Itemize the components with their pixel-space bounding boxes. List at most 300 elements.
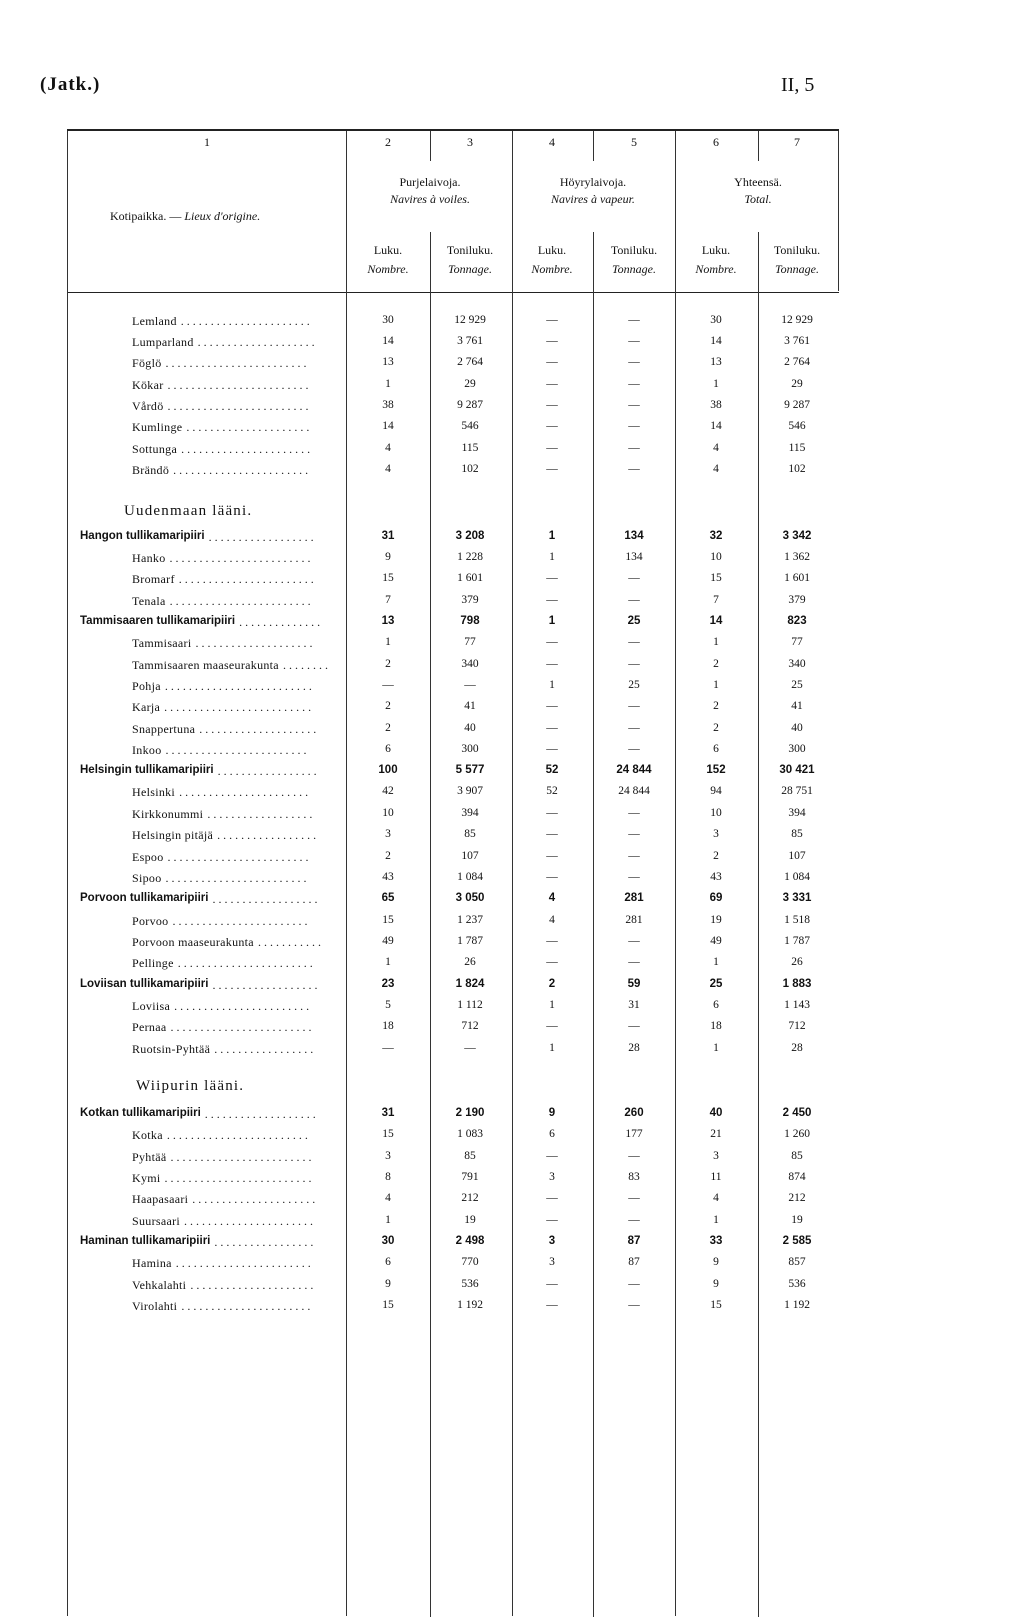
cell-value: 9 xyxy=(713,1256,719,1268)
row-name: Kymi xyxy=(132,1171,161,1185)
cell-value: 41 xyxy=(464,700,476,712)
leader-dots: .................. xyxy=(208,530,317,544)
leader-dots: ........................ xyxy=(167,378,312,392)
row-name: Kotkan tullikamaripiiri xyxy=(80,1107,201,1119)
cell-value: 87 xyxy=(627,1235,641,1247)
cell-value: 770 xyxy=(461,1256,479,1268)
column-number: 1 xyxy=(204,135,210,149)
leader-dots: ................... xyxy=(204,1107,319,1121)
group-header-steam: Höyrylaivoja. xyxy=(559,175,627,189)
cell-value: 1 xyxy=(385,378,391,390)
leader-dots: ....................... xyxy=(174,999,313,1013)
cell-value: 3 761 xyxy=(457,335,483,347)
cell-value: — xyxy=(546,399,558,411)
row-name: Vårdö xyxy=(132,399,164,413)
cell-value: 25 xyxy=(627,615,641,627)
cell-value: 1 601 xyxy=(784,572,810,584)
row-name: Pernaa xyxy=(132,1020,167,1034)
cell-value: 546 xyxy=(461,420,479,432)
subheader-nombre: Nombre. xyxy=(367,262,409,276)
cell-value: 30 xyxy=(710,314,722,326)
cell-value: — xyxy=(546,594,558,606)
cell-value: 9 287 xyxy=(457,399,483,411)
col-divider xyxy=(675,131,676,1616)
row-name: Inkoo xyxy=(132,743,162,757)
cell-value: 6 xyxy=(385,743,391,755)
cell-value: 8 xyxy=(385,1171,391,1183)
leader-dots: ...................... xyxy=(179,785,312,799)
cell-value: 874 xyxy=(788,1171,806,1183)
cell-value: 28 xyxy=(791,1042,803,1054)
cell-value: 40 xyxy=(709,1107,723,1119)
cell-value: 394 xyxy=(788,807,806,819)
leader-dots: .................. xyxy=(212,892,321,906)
cell-value: — xyxy=(628,828,640,840)
cell-value: 260 xyxy=(624,1107,644,1119)
cell-value: 107 xyxy=(788,850,806,862)
cell-value: 100 xyxy=(378,764,398,776)
cell-value: 14 xyxy=(709,615,723,627)
cell-value: — xyxy=(628,1150,640,1162)
cell-value: 340 xyxy=(461,658,479,670)
col-divider xyxy=(512,131,513,1616)
cell-value: 4 xyxy=(713,463,719,475)
leader-dots: ....................... xyxy=(177,956,316,970)
cell-value: 1 787 xyxy=(457,935,483,947)
row-name: Loviisa xyxy=(132,999,171,1013)
cell-value: 2 xyxy=(713,850,719,862)
cell-value: — xyxy=(546,1299,558,1311)
cell-value: 25 xyxy=(628,679,640,691)
cell-value: 15 xyxy=(382,1299,394,1311)
page-header-right: II, 5 xyxy=(781,74,815,96)
cell-value: 1 237 xyxy=(457,914,483,926)
cell-value: 6 xyxy=(713,743,719,755)
cell-value: 798 xyxy=(460,615,480,627)
cell-value: 4 xyxy=(713,1192,719,1204)
cell-value: — xyxy=(464,1042,476,1054)
cell-value: 21 xyxy=(710,1128,722,1140)
cell-value: — xyxy=(628,1299,640,1311)
cell-value: 14 xyxy=(710,335,722,347)
cell-value: 25 xyxy=(791,679,803,691)
cell-value: 26 xyxy=(791,956,803,968)
cell-value: 9 xyxy=(713,1278,719,1290)
cell-value: 18 xyxy=(382,1020,394,1032)
cell-value: — xyxy=(546,314,558,326)
leader-dots: .................... xyxy=(197,335,318,349)
cell-value: 85 xyxy=(464,828,476,840)
cell-value: 19 xyxy=(791,1214,803,1226)
cell-value: 1 xyxy=(549,679,555,691)
col-divider xyxy=(430,232,431,1617)
leader-dots: ........... xyxy=(257,935,324,949)
cell-value: 281 xyxy=(624,892,644,904)
subheader-luku: Luku. xyxy=(701,243,731,257)
origin-header-fr: Lieux d'origine. xyxy=(184,209,261,223)
column-number: 4 xyxy=(549,135,555,149)
cell-value: — xyxy=(546,956,558,968)
subheader-toniluku: Toniluku. xyxy=(446,243,494,257)
row-name: Kumlinge xyxy=(132,420,183,434)
row-name: Loviisan tullikamaripiiri xyxy=(80,978,209,990)
cell-value: — xyxy=(382,1042,394,1054)
leader-dots: ........ xyxy=(282,658,331,672)
cell-value: 1 xyxy=(548,530,556,542)
subheader-tonnage: Tonnage. xyxy=(612,262,656,276)
cell-value: 1 824 xyxy=(455,978,485,990)
row-name: Karja xyxy=(132,700,161,714)
cell-value: 19 xyxy=(464,1214,476,1226)
cell-value: 1 787 xyxy=(784,935,810,947)
cell-value: — xyxy=(546,871,558,883)
cell-value: 30 xyxy=(381,1235,395,1247)
cell-value: 3 050 xyxy=(455,892,485,904)
cell-value: 29 xyxy=(464,378,476,390)
cell-value: — xyxy=(546,1192,558,1204)
group-header-total-fr: Total. xyxy=(744,192,772,206)
cell-value: 6 xyxy=(713,999,719,1011)
cell-value: 5 xyxy=(385,999,391,1011)
leader-dots: .................. xyxy=(207,807,316,821)
cell-value: 4 xyxy=(548,892,556,904)
cell-value: 2 xyxy=(713,658,719,670)
cell-value: 3 342 xyxy=(782,530,812,542)
cell-value: 5 577 xyxy=(455,764,485,776)
cell-value: 33 xyxy=(709,1235,723,1247)
cell-value: — xyxy=(546,850,558,862)
cell-value: 134 xyxy=(624,530,644,542)
cell-value: — xyxy=(546,700,558,712)
cell-value: 212 xyxy=(461,1192,479,1204)
cell-value: — xyxy=(628,594,640,606)
cell-value: 1 083 xyxy=(457,1128,483,1140)
cell-value: — xyxy=(628,399,640,411)
cell-value: 1 260 xyxy=(784,1128,810,1140)
cell-value: 1 xyxy=(713,956,719,968)
leader-dots: ........................ xyxy=(165,743,310,757)
cell-value: 14 xyxy=(382,335,394,347)
leader-dots: ......................... xyxy=(164,679,315,693)
cell-value: 4 xyxy=(385,442,391,454)
row-name: Bromarf xyxy=(132,572,175,586)
row-name: Tenala xyxy=(132,594,166,608)
cell-value: — xyxy=(546,463,558,475)
cell-value: 26 xyxy=(464,956,476,968)
cell-value: — xyxy=(628,572,640,584)
cell-value: 31 xyxy=(381,1107,395,1119)
cell-value: 1 883 xyxy=(782,978,812,990)
cell-value: 9 xyxy=(548,1107,556,1119)
cell-value: — xyxy=(628,658,640,670)
cell-value: — xyxy=(628,850,640,862)
group-header-sail: Purjelaivoja. xyxy=(399,175,461,189)
section-heading-uusimaa: Uudenmaan lääni. xyxy=(124,503,253,519)
cell-value: 152 xyxy=(706,764,726,776)
cell-value: 31 xyxy=(381,530,395,542)
row-name: Porvoon maaseurakunta xyxy=(132,935,254,949)
cell-value: — xyxy=(628,463,640,475)
row-name: Porvoo xyxy=(132,914,169,928)
group-header-total: Yhteensä. xyxy=(734,175,782,189)
cell-value: 823 xyxy=(787,615,807,627)
cell-value: — xyxy=(546,828,558,840)
cell-value: 59 xyxy=(627,978,641,990)
cell-value: 42 xyxy=(382,785,394,797)
col-divider xyxy=(430,131,431,161)
row-name: Lumparland xyxy=(132,335,194,349)
cell-value: 177 xyxy=(625,1128,643,1140)
cell-value: 3 xyxy=(549,1171,555,1183)
cell-value: 3 761 xyxy=(784,335,810,347)
cell-value: 1 192 xyxy=(784,1299,810,1311)
cell-value: 7 xyxy=(713,594,719,606)
leader-dots: ........................ xyxy=(167,850,312,864)
cell-value: 69 xyxy=(709,892,723,904)
col-divider xyxy=(346,131,347,1616)
leader-dots: ......................... xyxy=(164,700,315,714)
cell-value: 712 xyxy=(788,1020,806,1032)
cell-value: 3 xyxy=(713,828,719,840)
row-name: Helsinki xyxy=(132,785,176,799)
row-name: Espoo xyxy=(132,850,164,864)
cell-value: — xyxy=(628,722,640,734)
cell-value: 1 084 xyxy=(457,871,483,883)
cell-value: — xyxy=(628,636,640,648)
cell-value: 18 xyxy=(710,1020,722,1032)
cell-value: 32 xyxy=(709,530,723,542)
cell-value: 1 362 xyxy=(784,551,810,563)
table-top-rule xyxy=(67,129,839,131)
cell-value: 102 xyxy=(788,463,806,475)
row-name: Tammisaari xyxy=(132,636,192,650)
cell-value: — xyxy=(546,335,558,347)
cell-value: 10 xyxy=(382,807,394,819)
cell-value: 712 xyxy=(461,1020,479,1032)
leader-dots: ..................... xyxy=(186,420,313,434)
leader-dots: ................. xyxy=(217,828,320,842)
cell-value: 4 xyxy=(549,914,555,926)
cell-value: 77 xyxy=(791,636,803,648)
cell-value: 77 xyxy=(464,636,476,648)
cell-value: 1 xyxy=(713,378,719,390)
subheader-luku: Luku. xyxy=(373,243,403,257)
cell-value: 2 xyxy=(548,978,556,990)
cell-value: 115 xyxy=(788,442,806,454)
cell-value: 12 929 xyxy=(781,314,813,326)
cell-value: 115 xyxy=(461,442,479,454)
cell-value: 300 xyxy=(461,743,479,755)
cell-value: 94 xyxy=(710,785,722,797)
cell-value: 1 xyxy=(548,615,556,627)
row-name: Suursaari xyxy=(132,1214,181,1228)
subheader-nombre: Nombre. xyxy=(695,262,737,276)
cell-value: 857 xyxy=(788,1256,806,1268)
cell-value: — xyxy=(546,935,558,947)
cell-value: 1 112 xyxy=(457,999,483,1011)
cell-value: 15 xyxy=(710,1299,722,1311)
cell-value: — xyxy=(628,743,640,755)
leader-dots: ......................... xyxy=(164,1171,315,1185)
cell-value: 134 xyxy=(625,551,643,563)
cell-value: 3 907 xyxy=(457,785,483,797)
cell-value: 379 xyxy=(461,594,479,606)
cell-value: — xyxy=(546,658,558,670)
section-heading-viipuri: Wiipurin lääni. xyxy=(136,1078,245,1094)
row-name: Hamina xyxy=(132,1256,172,1270)
cell-value: 340 xyxy=(788,658,806,670)
cell-value: 28 xyxy=(628,1042,640,1054)
cell-value: — xyxy=(628,700,640,712)
cell-value: 49 xyxy=(710,935,722,947)
cell-value: 2 450 xyxy=(782,1107,812,1119)
cell-value: 2 764 xyxy=(784,356,810,368)
cell-value: — xyxy=(628,1278,640,1290)
cell-value: 1 xyxy=(549,551,555,563)
leader-dots: ........................ xyxy=(169,551,314,565)
cell-value: — xyxy=(546,420,558,432)
leader-dots: ....................... xyxy=(172,914,311,928)
col-divider xyxy=(758,131,759,161)
cell-value: 43 xyxy=(382,871,394,883)
leader-dots: ..................... xyxy=(192,1192,319,1206)
cell-value: 14 xyxy=(382,420,394,432)
cell-value: 1 xyxy=(713,636,719,648)
cell-value: — xyxy=(464,679,476,691)
cell-value: 4 xyxy=(385,463,391,475)
cell-value: 1 xyxy=(549,1042,555,1054)
cell-value: 40 xyxy=(464,722,476,734)
cell-value: 107 xyxy=(461,850,479,862)
cell-value: 9 xyxy=(385,1278,391,1290)
column-number: 5 xyxy=(631,135,637,149)
row-name: Porvoon tullikamaripiiri xyxy=(80,892,209,904)
cell-value: 85 xyxy=(791,828,803,840)
row-name: Haminan tullikamaripiiri xyxy=(80,1235,211,1247)
cell-value: 15 xyxy=(710,572,722,584)
row-name: Pellinge xyxy=(132,956,174,970)
cell-value: 3 xyxy=(548,1235,556,1247)
cell-value: 40 xyxy=(791,722,803,734)
cell-value: 13 xyxy=(382,356,394,368)
cell-value: — xyxy=(546,442,558,454)
leader-dots: .................. xyxy=(212,978,321,992)
cell-value: 83 xyxy=(628,1171,640,1183)
col-divider xyxy=(758,232,759,1617)
cell-value: 536 xyxy=(461,1278,479,1290)
cell-value: 536 xyxy=(788,1278,806,1290)
cell-value: 10 xyxy=(710,807,722,819)
leader-dots: ...................... xyxy=(181,1299,314,1313)
row-name: Vehkalahti xyxy=(132,1278,187,1292)
cell-value: 23 xyxy=(381,978,395,990)
cell-value: 29 xyxy=(791,378,803,390)
column-number: 6 xyxy=(713,135,719,149)
cell-value: 1 xyxy=(385,636,391,648)
cell-value: — xyxy=(628,807,640,819)
leader-dots: ........................ xyxy=(166,1128,311,1142)
cell-value: 2 xyxy=(713,722,719,734)
row-name: Hangon tullikamaripiiri xyxy=(80,530,205,542)
cell-value: 1 xyxy=(549,999,555,1011)
cell-value: 546 xyxy=(788,420,806,432)
cell-value: 3 xyxy=(549,1256,555,1268)
row-name: Tammisaaren tullikamaripiiri xyxy=(80,615,236,627)
cell-value: 1 601 xyxy=(457,572,483,584)
cell-value: 24 844 xyxy=(616,764,652,776)
leader-dots: ................. xyxy=(214,1042,317,1056)
cell-value: 30 421 xyxy=(779,764,815,776)
cell-value: 1 228 xyxy=(457,551,483,563)
cell-value: 11 xyxy=(710,1171,722,1183)
subheader-toniluku: Toniluku. xyxy=(773,243,821,257)
cell-value: 15 xyxy=(382,914,394,926)
cell-value: 1 xyxy=(713,679,719,691)
cell-value: 791 xyxy=(461,1171,479,1183)
row-name: Helsingin pitäjä xyxy=(132,828,214,842)
cell-value: 3 xyxy=(385,828,391,840)
cell-value: 1 xyxy=(385,956,391,968)
cell-value: 13 xyxy=(381,615,395,627)
cell-value: — xyxy=(628,356,640,368)
row-name: Brändö xyxy=(132,463,170,477)
cell-value: 10 xyxy=(710,551,722,563)
cell-value: 6 xyxy=(549,1128,555,1140)
row-name: Snappertuna xyxy=(132,722,196,736)
cell-value: 65 xyxy=(381,892,395,904)
cell-value: — xyxy=(628,1192,640,1204)
cell-value: 43 xyxy=(710,871,722,883)
cell-value: — xyxy=(546,1278,558,1290)
cell-value: 3 xyxy=(713,1150,719,1162)
cell-value: 1 518 xyxy=(784,914,810,926)
cell-value: 1 xyxy=(713,1042,719,1054)
cell-value: 12 929 xyxy=(454,314,486,326)
cell-value: — xyxy=(628,956,640,968)
cell-value: 1 192 xyxy=(457,1299,483,1311)
leader-dots: ....................... xyxy=(173,463,312,477)
row-name: Sipoo xyxy=(132,871,162,885)
cell-value: 24 844 xyxy=(618,785,650,797)
cell-value: — xyxy=(546,807,558,819)
col-divider xyxy=(593,131,594,161)
cell-value: — xyxy=(546,356,558,368)
col-divider xyxy=(593,232,594,1617)
group-header-steam-fr: Navires à vapeur. xyxy=(551,192,635,206)
leader-dots: ........................ xyxy=(167,399,312,413)
cell-value: — xyxy=(628,1020,640,1032)
leader-dots: .................... xyxy=(199,722,320,736)
row-name: Ruotsin-Pyhtää xyxy=(132,1042,211,1056)
cell-value: — xyxy=(628,442,640,454)
origin-header xyxy=(110,209,260,224)
column-number: 2 xyxy=(385,135,391,149)
row-name: Virolahti xyxy=(132,1299,178,1313)
cell-value: 2 190 xyxy=(455,1107,485,1119)
cell-value: 2 764 xyxy=(457,356,483,368)
cell-value: 1 143 xyxy=(784,999,810,1011)
cell-value: 87 xyxy=(628,1256,640,1268)
row-name: Tammisaaren maaseurakunta xyxy=(132,658,279,672)
row-name: Kökar xyxy=(132,378,164,392)
cell-value: — xyxy=(546,743,558,755)
cell-value: 28 751 xyxy=(781,785,813,797)
row-name: Haapasaari xyxy=(132,1192,189,1206)
column-number: 3 xyxy=(467,135,473,149)
cell-value: — xyxy=(628,1214,640,1226)
cell-value: 49 xyxy=(382,935,394,947)
cell-value: 2 498 xyxy=(455,1235,485,1247)
